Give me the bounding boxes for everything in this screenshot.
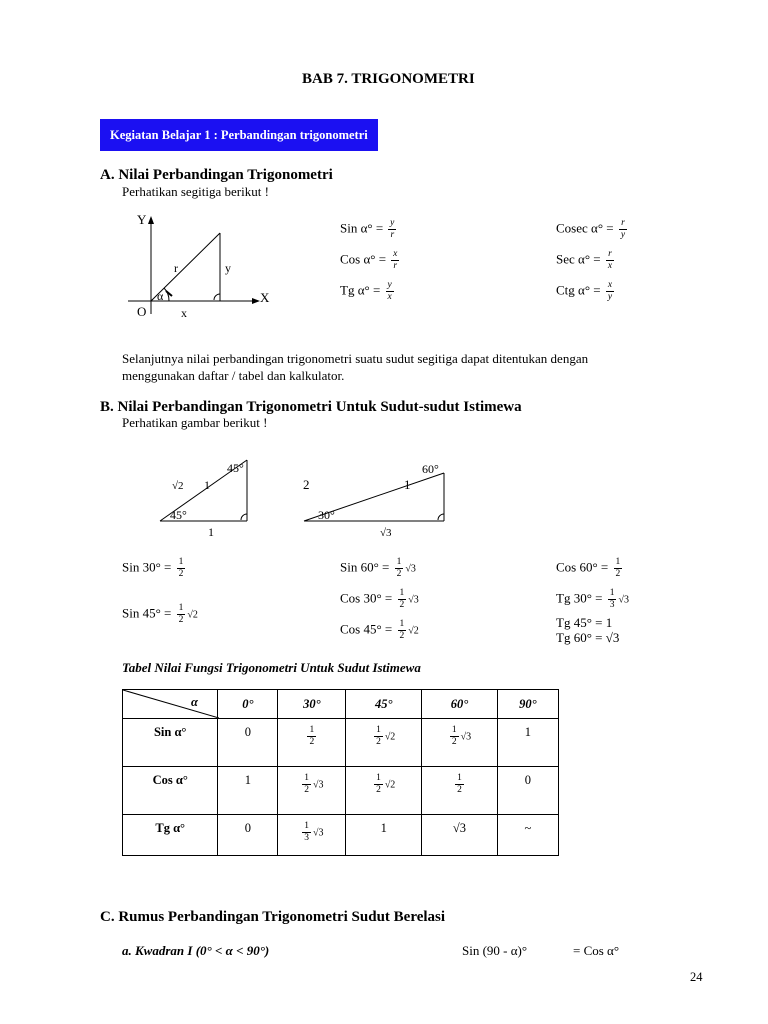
table-row bbox=[123, 719, 559, 767]
formula-cosec: Cosec α° = $\frac{r}{y}$ bbox=[556, 218, 626, 240]
section-c-formula-left: Sin (90 - α)° bbox=[462, 943, 528, 958]
section-c-formula-right: = Cos α° bbox=[573, 943, 620, 958]
tri2-top-angle: 60° bbox=[422, 462, 439, 476]
table-cell: 1 bbox=[218, 767, 278, 815]
table-row bbox=[123, 767, 559, 815]
section-b-heading: B. Nilai Perbandingan Trigonometri Untuk Sudut-sudut Istimewa bbox=[100, 399, 522, 415]
table-cell: $\frac{1}{3}$ √3 bbox=[278, 815, 346, 856]
right-triangle-diagram bbox=[120, 210, 290, 325]
tri2-base: √3 bbox=[380, 527, 392, 539]
origin-label: O bbox=[137, 304, 147, 319]
value-sin30: Sin 30° = $\frac{1}{2}$ bbox=[122, 557, 184, 579]
table-caption: Tabel Nilai Fungsi Trigonometri Untuk Sudut Istimewa bbox=[122, 660, 421, 675]
value-cos60: Cos 60° = $\frac{1}{2}$ bbox=[556, 557, 621, 579]
value-cos30: Cos 30° = $\frac{1}{2}$ √3 bbox=[340, 588, 419, 610]
table-cell: 1 bbox=[346, 815, 422, 856]
angle-alpha-label: α bbox=[157, 289, 164, 303]
formula-ctg: Ctg α° = $\frac{x}{y}$ bbox=[556, 280, 613, 302]
side-y-label: y bbox=[225, 261, 231, 275]
table-cell: $\frac{1}{2}$ bbox=[278, 719, 346, 767]
paragraph-line-1: Selanjutnya nilai perbandingan trigonometri suatu sudut segitiga dapat ditentukan dengan bbox=[122, 351, 589, 366]
special-triangles-diagram bbox=[150, 450, 470, 545]
table-cell: ~ bbox=[497, 815, 558, 856]
section-c-subheading: a. Kwadran I (0° < α < 90°) bbox=[122, 943, 270, 958]
tri1-side: 1 bbox=[204, 478, 210, 492]
table-header-30: 30° bbox=[278, 690, 346, 719]
table-cell: √3 bbox=[422, 815, 498, 856]
table-header-row bbox=[123, 690, 559, 719]
value-tg30: Tg 30° = $\frac{1}{3}$ √3 bbox=[556, 588, 629, 610]
table-row-label: Sin α° bbox=[123, 719, 218, 767]
tri1-top-angle: 45° bbox=[227, 461, 244, 475]
formula-sin: Sin α° = $\frac{y}{r}$ bbox=[340, 218, 395, 240]
table-cell: 1 bbox=[497, 719, 558, 767]
tri1-base: 1 bbox=[208, 525, 214, 539]
formula-cos: Cos α° = $\frac{x}{r}$ bbox=[340, 249, 398, 271]
table-row bbox=[123, 815, 559, 856]
tri2-bottom-angle: 30° bbox=[318, 508, 335, 522]
table-row-label: Tg α° bbox=[123, 815, 218, 856]
formula-sec: Sec α° = $\frac{r}{x}$ bbox=[556, 249, 613, 271]
table-header-0: 0° bbox=[218, 690, 278, 719]
tri1-hypotenuse: √2 bbox=[172, 480, 184, 492]
section-b-intro: Perhatikan gambar berikut ! bbox=[122, 415, 268, 430]
tri2-side: 1 bbox=[404, 477, 411, 492]
table-header-60: 60° bbox=[422, 690, 498, 719]
table-cell: 0 bbox=[218, 815, 278, 856]
side-r-label: r bbox=[174, 261, 178, 275]
table-cell: $\frac{1}{2}$ √2 bbox=[346, 767, 422, 815]
paragraph-line-2: menggunakan daftar / tabel dan kalkulator. bbox=[122, 368, 345, 383]
page-number: 24 bbox=[690, 970, 703, 984]
table-cell: $\frac{1}{2}$ bbox=[422, 767, 498, 815]
section-a-heading: A. Nilai Perbandingan Trigonometri bbox=[100, 167, 333, 183]
table-cell: 0 bbox=[218, 719, 278, 767]
page-title: BAB 7. TRIGONOMETRI bbox=[302, 71, 475, 87]
table-cell: $\frac{1}{2}$ √3 bbox=[422, 719, 498, 767]
trig-values-table bbox=[122, 689, 559, 856]
table-row-label: Cos α° bbox=[123, 767, 218, 815]
section-a-intro: Perhatikan segitiga berikut ! bbox=[122, 184, 269, 199]
tri2-hypotenuse: 2 bbox=[303, 477, 310, 492]
table-cell: 0 bbox=[497, 767, 558, 815]
lesson-banner: Kegiatan Belajar 1 : Perbandingan trigonometri bbox=[100, 119, 378, 151]
value-tg60: Tg 60° = √3 bbox=[556, 630, 620, 645]
table-header-45: 45° bbox=[346, 690, 422, 719]
table-cell: $\frac{1}{2}$ √2 bbox=[346, 719, 422, 767]
table-header-90: 90° bbox=[497, 690, 558, 719]
axis-x-label: X bbox=[260, 290, 270, 305]
value-cos45: Cos 45° = $\frac{1}{2}$ √2 bbox=[340, 619, 419, 641]
table-cell: $\frac{1}{2}$ √3 bbox=[278, 767, 346, 815]
tri1-bottom-angle: 45° bbox=[170, 508, 187, 522]
value-sin60: Sin 60° = $\frac{1}{2}$ √3 bbox=[340, 557, 416, 579]
value-tg45: Tg 45° = 1 bbox=[556, 615, 613, 630]
formula-tg: Tg α° = $\frac{y}{x}$ bbox=[340, 280, 392, 302]
section-c-heading: C. Rumus Perbandingan Trigonometri Sudut Berelasi bbox=[100, 909, 446, 925]
axis-y-label: Y bbox=[137, 212, 147, 227]
value-sin45: Sin 45° = $\frac{1}{2}$ √2 bbox=[122, 603, 198, 625]
table-corner-cell: α bbox=[123, 690, 218, 719]
side-x-label: x bbox=[181, 306, 187, 320]
